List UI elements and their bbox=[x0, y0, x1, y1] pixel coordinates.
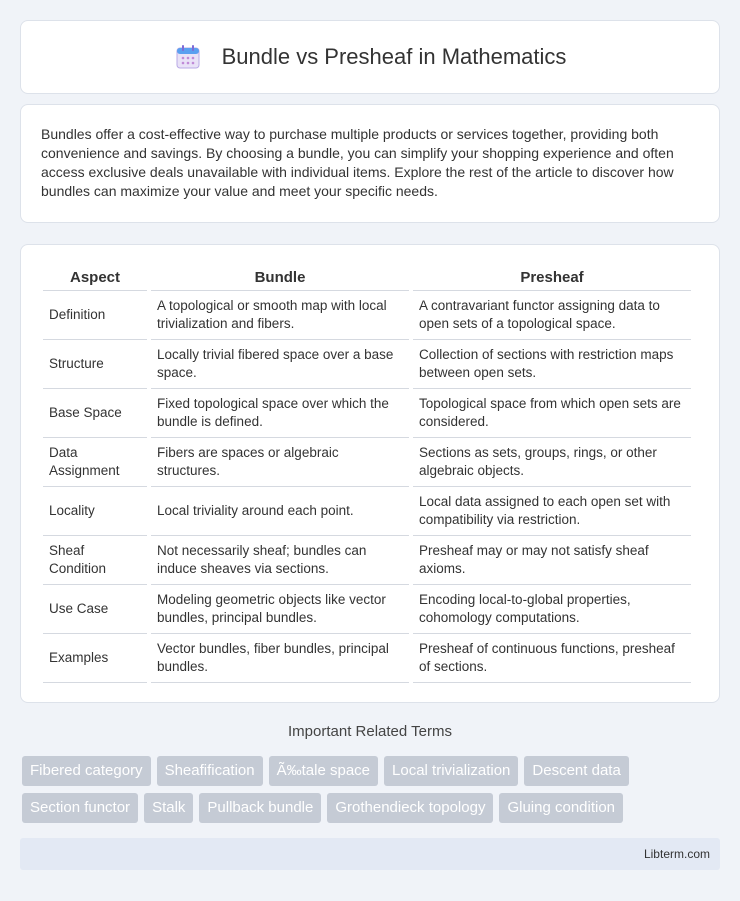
header-aspect: Aspect bbox=[43, 265, 147, 291]
cell-bundle: Not necessarily sheaf; bundles can induce sheaves via sections. bbox=[151, 536, 409, 585]
cell-presheaf: Local data assigned to each open set with compatibility via restriction. bbox=[413, 487, 691, 536]
tag-section-functor[interactable]: Section functor bbox=[22, 793, 138, 823]
tag-stalk[interactable]: Stalk bbox=[144, 793, 193, 823]
cell-aspect: Base Space bbox=[43, 389, 147, 438]
table-header-row bbox=[43, 265, 691, 291]
cell-bundle: Modeling geometric objects like vector bundles, principal bundles. bbox=[151, 585, 409, 634]
table-row bbox=[43, 487, 691, 536]
tag-fibered-category[interactable]: Fibered category bbox=[22, 756, 151, 786]
cell-aspect: Examples bbox=[43, 634, 147, 683]
cell-aspect: Structure bbox=[43, 340, 147, 389]
cell-presheaf: Topological space from which open sets are considered. bbox=[413, 389, 691, 438]
tag-grothendieck-topology[interactable]: Grothendieck topology bbox=[327, 793, 493, 823]
footer-site-link[interactable]: Libterm.com bbox=[643, 847, 710, 861]
footer bbox=[20, 838, 720, 870]
cell-aspect: Locality bbox=[43, 487, 147, 536]
table-row bbox=[43, 585, 691, 634]
table-row bbox=[43, 438, 691, 487]
cell-presheaf: Encoding local-to-global properties, cohomology computations. bbox=[413, 585, 691, 634]
related-terms-title: Important Related Terms bbox=[288, 723, 452, 740]
tag-gluing-condition[interactable]: Gluing condition bbox=[499, 793, 623, 823]
header-card bbox=[20, 20, 720, 94]
cell-presheaf: Presheaf may or may not satisfy sheaf axioms. bbox=[413, 536, 691, 585]
comparison-table-card bbox=[20, 244, 720, 703]
tag-pullback-bundle[interactable]: Pullback bundle bbox=[199, 793, 321, 823]
cell-aspect: Data Assignment bbox=[43, 438, 147, 487]
related-terms-row bbox=[22, 793, 722, 823]
tag-local-trivialization[interactable]: Local trivialization bbox=[384, 756, 518, 786]
cell-aspect: Sheaf Condition bbox=[43, 536, 147, 585]
comparison-table bbox=[39, 265, 695, 683]
cell-bundle: Local triviality around each point. bbox=[151, 487, 409, 536]
cell-aspect: Definition bbox=[43, 291, 147, 340]
cell-presheaf: A contravariant functor assigning data to open sets of a topological space. bbox=[413, 291, 691, 340]
table-row bbox=[43, 536, 691, 585]
tag-etale-space[interactable]: Ã‰tale space bbox=[269, 756, 378, 786]
intro-text: Bundles offer a cost-effective way to purchase multiple products or services together, providing both convenience and savings. By choosing a bundle, you can simplify your shopping experience and often access exclusive deals unavailable with individual items. Explore the rest of the article to discover how bundles can maximize your value and meet your specific needs. bbox=[41, 126, 674, 199]
cell-presheaf: Collection of sections with restriction maps between open sets. bbox=[413, 340, 691, 389]
related-terms-row bbox=[22, 756, 722, 786]
cell-bundle: A topological or smooth map with local trivialization and fibers. bbox=[151, 291, 409, 340]
table-row bbox=[43, 634, 691, 683]
cell-aspect: Use Case bbox=[43, 585, 147, 634]
tag-sheafification[interactable]: Sheafification bbox=[157, 756, 263, 786]
tag-descent-data[interactable]: Descent data bbox=[524, 756, 628, 786]
table-row bbox=[43, 389, 691, 438]
cell-bundle: Fixed topological space over which the bundle is defined. bbox=[151, 389, 409, 438]
intro-card bbox=[20, 104, 720, 223]
cell-presheaf: Presheaf of continuous functions, presheaf of sections. bbox=[413, 634, 691, 683]
cell-presheaf: Sections as sets, groups, rings, or other algebraic objects. bbox=[413, 438, 691, 487]
cell-bundle: Fibers are spaces or algebraic structures. bbox=[151, 438, 409, 487]
cell-bundle: Locally trivial fibered space over a base space. bbox=[151, 340, 409, 389]
table-row bbox=[43, 291, 691, 340]
cell-bundle: Vector bundles, fiber bundles, principal bundles. bbox=[151, 634, 409, 683]
table-row bbox=[43, 340, 691, 389]
header-bundle: Bundle bbox=[151, 265, 409, 291]
calendar-icon bbox=[174, 43, 202, 71]
page-title: Bundle vs Presheaf in Mathematics bbox=[221, 44, 567, 69]
header-presheaf: Presheaf bbox=[413, 265, 691, 291]
